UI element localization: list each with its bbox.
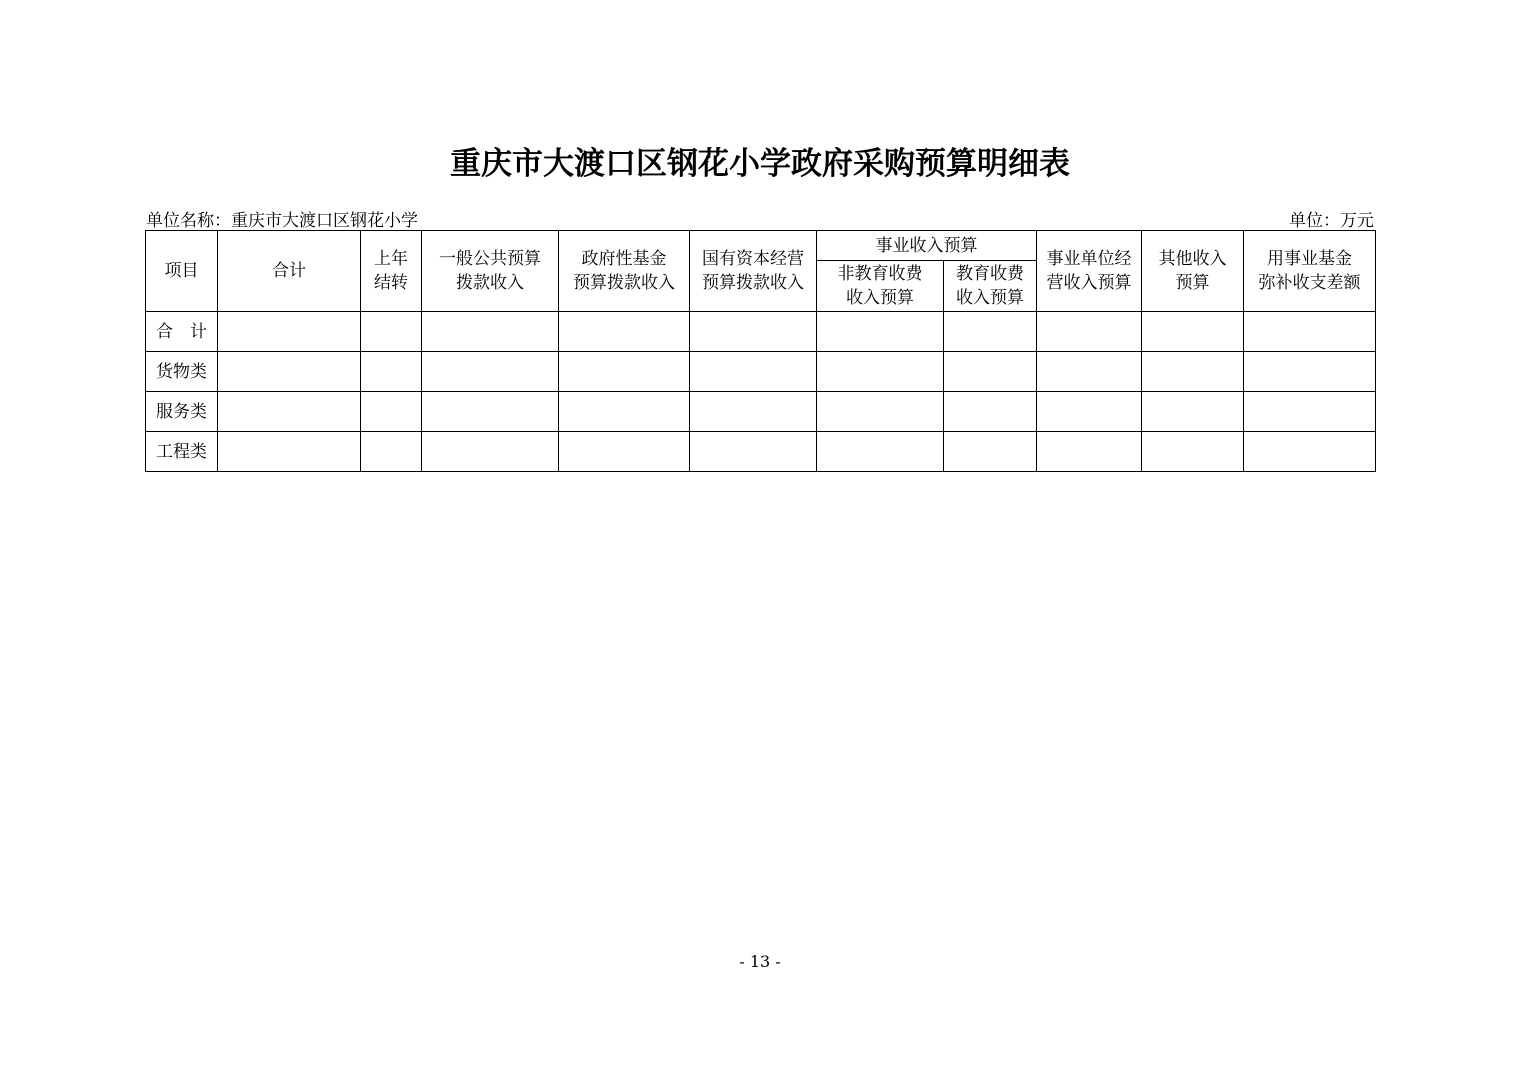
header-carryover-line1: 上年: [374, 249, 408, 269]
row-label-engineering: 工程类: [146, 432, 218, 472]
header-general-public: [422, 231, 559, 312]
table-cell: [559, 352, 690, 392]
header-operating-income-line1: 事业单位经: [1046, 249, 1132, 269]
header-state-capital-line2: 预算拨款收入: [702, 273, 804, 293]
table-cell: [361, 352, 422, 392]
table-cell: [1142, 312, 1244, 352]
table-cell: [1142, 392, 1244, 432]
row-label-goods: 货物类: [146, 352, 218, 392]
table-cell: [1037, 432, 1142, 472]
table-cell: [1037, 352, 1142, 392]
header-gov-fund-line2: 预算拨款收入: [573, 273, 675, 293]
header-non-edu-fee-line2: 收入预算: [846, 288, 914, 308]
table-cell: [1244, 432, 1376, 472]
header-general-public-line1: 一般公共预算: [439, 249, 541, 269]
table-cell: [422, 432, 559, 472]
table-cell: [690, 312, 817, 352]
header-other-income-line2: 预算: [1175, 273, 1210, 293]
header-state-capital: [690, 231, 817, 312]
table-cell: [218, 432, 361, 472]
page-number: - 13 -: [739, 952, 781, 971]
header-general-public-line2: 拨款收入: [456, 273, 524, 293]
table-cell: [361, 392, 422, 432]
header-carryover-line2: 结转: [374, 273, 408, 293]
header-fund-offset: [1244, 231, 1376, 312]
table-row: [146, 312, 1376, 352]
table-cell: [1037, 312, 1142, 352]
header-fund-offset-line1: 用事业基金: [1267, 249, 1352, 269]
header-fund-offset-line2: 弥补收支差额: [1258, 273, 1361, 293]
row-label-total: 合 计: [146, 312, 218, 352]
table-row: [146, 392, 1376, 432]
header-non-edu-fee-line1: 非教育收费: [837, 264, 923, 284]
table-cell: [817, 432, 944, 472]
row-label-services: 服务类: [146, 392, 218, 432]
table-cell: [559, 432, 690, 472]
header-career-income: 事业收入预算: [817, 231, 1037, 261]
table-cell: [944, 312, 1037, 352]
header-operating-income-line2: 营收入预算: [1046, 273, 1132, 293]
table-cell: [1244, 392, 1376, 432]
header-state-capital-line1: 国有资本经营: [702, 249, 804, 269]
unit-name-label: 单位名称：重庆市大渡口区钢花小学: [146, 211, 418, 231]
header-non-edu-fee: [817, 261, 944, 312]
header-operating-income: [1037, 231, 1142, 312]
header-other-income-line1: 其他收入: [1158, 249, 1227, 269]
table-cell: [690, 392, 817, 432]
table-cell: [1244, 312, 1376, 352]
table-row: [146, 432, 1376, 472]
header-gov-fund: [559, 231, 690, 312]
page-title: 重庆市大渡口区钢花小学政府采购预算明细表: [450, 146, 1070, 182]
header-edu-fee-line1: 教育收费: [956, 264, 1024, 284]
table-cell: [690, 432, 817, 472]
table-cell: [944, 392, 1037, 432]
table-cell: [817, 352, 944, 392]
table-row: [146, 352, 1376, 392]
header-carryover: [361, 231, 422, 312]
table-cell: [1244, 352, 1376, 392]
table-cell: [218, 312, 361, 352]
table-cell: [422, 312, 559, 352]
table-cell: [422, 392, 559, 432]
header-other-income: [1142, 231, 1244, 312]
header-edu-fee-line2: 收入预算: [956, 288, 1024, 308]
header-total: 合计: [218, 231, 361, 312]
table-cell: [422, 352, 559, 392]
table-cell: [944, 432, 1037, 472]
table-cell: [361, 432, 422, 472]
table-cell: [1142, 352, 1244, 392]
table-cell: [1037, 392, 1142, 432]
header-edu-fee: [944, 261, 1037, 312]
table-cell: [218, 352, 361, 392]
table-cell: [559, 312, 690, 352]
unit-label: 单位：万元: [1289, 211, 1374, 231]
header-item: 项目: [146, 231, 218, 312]
table-cell: [218, 392, 361, 432]
procurement-budget-table: [145, 230, 1376, 472]
table-cell: [559, 392, 690, 432]
table-cell: [944, 352, 1037, 392]
table-cell: [690, 352, 817, 392]
table-cell: [817, 392, 944, 432]
table-cell: [1142, 432, 1244, 472]
table-cell: [361, 312, 422, 352]
table-cell: [817, 312, 944, 352]
header-gov-fund-line1: 政府性基金: [581, 249, 667, 269]
